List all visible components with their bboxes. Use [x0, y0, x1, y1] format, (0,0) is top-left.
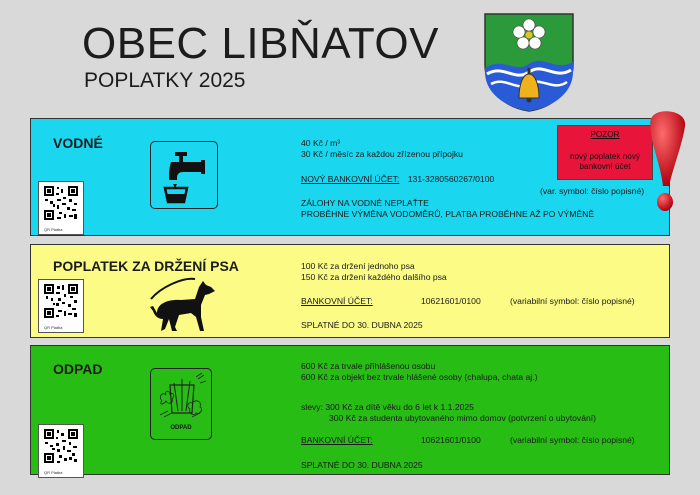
water-account-row — [301, 174, 494, 185]
waste-fee-panel — [30, 345, 670, 475]
coat-of-arms-icon — [483, 12, 575, 112]
water-account-number: 131-3280560267/0100 — [407, 174, 495, 184]
water-tap-icon — [153, 144, 217, 208]
dog-variable-symbol: (variabilní symbol: číslo popisné) — [510, 296, 635, 306]
waste-account-number: 10621601/0100 — [421, 435, 481, 445]
waste-account-label: BANKOVNÍ ÚČET: — [301, 435, 373, 445]
waste-title: ODPAD — [53, 361, 103, 377]
waste-account-row — [301, 435, 635, 446]
dog-prices — [301, 261, 447, 283]
dog-fee-panel — [30, 244, 670, 338]
dog-title: POPLATEK ZA DRŽENÍ PSA — [53, 258, 239, 274]
water-account-label: NOVÝ BANKOVNÍ ÚČET: — [301, 174, 400, 184]
qr-label: QR Platba — [44, 325, 63, 330]
dog-price-1: 100 Kč za držení jednoho psa — [301, 261, 415, 271]
water-qr-code[interactable] — [38, 181, 84, 235]
water-price-1: 40 Kč / m³ — [301, 138, 341, 148]
alert-text: nový poplatek nový bankovní účet — [569, 152, 641, 171]
water-note-2: PROBĚHNE VÝMĚNA VODOMĚRŮ, PLATBA PROBĚHNE AŽ PO VÝMĚNĚ — [301, 209, 595, 219]
waste-discount-1: slevy: 300 Kč za dítě věku do 6 let k 1.1.2025 — [301, 402, 474, 412]
dog-price-2: 150 Kč za držení každého dalšího psa — [301, 272, 447, 282]
dog-on-leash-icon — [149, 273, 217, 335]
waste-deadline: SPLATNÉ DO 30. DUBNA 2025 — [301, 460, 423, 470]
waste-variable-symbol: (variabilní symbol: číslo popisné) — [510, 435, 635, 445]
exclamation-icon — [647, 110, 689, 215]
waste-prices — [301, 361, 537, 383]
waste-discount-2: 300 Kč za studenta ubytovaného mimo domov (potvrzení o ubytování) — [329, 413, 597, 423]
water-prices — [301, 138, 463, 160]
water-icon-box — [150, 141, 218, 209]
dog-account-number: 10621601/0100 — [421, 296, 481, 306]
water-title: VODNÉ — [53, 135, 103, 151]
qr-code-icon — [43, 185, 79, 221]
waste-qr-code[interactable] — [38, 424, 84, 478]
alert-heading: POZOR — [590, 130, 620, 139]
dog-account-row — [301, 296, 635, 307]
waste-icon-label: ODPAD — [170, 425, 192, 431]
dog-account-label: BANKOVNÍ ÚČET: — [301, 296, 373, 306]
dog-deadline: SPLATNÉ DO 30. DUBNA 2025 — [301, 320, 423, 330]
water-price-2: 30 Kč / měsíc za každou zřízenou přípojku — [301, 149, 463, 159]
water-variable-symbol: (var. symbol: číslo popisné) — [540, 186, 645, 196]
waste-icon-box — [150, 368, 212, 440]
page-title: OBEC LIBŇATOV — [82, 19, 439, 68]
waste-price-1: 600 Kč za trvale přihlášenou osobu — [301, 361, 436, 371]
alert-box — [557, 125, 653, 180]
waste-bin-icon — [152, 371, 210, 423]
waste-discounts — [301, 402, 596, 424]
qr-label: QR Platba — [44, 470, 63, 475]
water-notes — [301, 198, 594, 220]
qr-label: QR Platba — [44, 227, 63, 232]
qr-code-icon — [43, 428, 79, 464]
dog-qr-code[interactable] — [38, 279, 84, 333]
page-subtitle: POPLATKY 2025 — [84, 69, 246, 92]
qr-code-icon — [43, 283, 79, 319]
water-note-1: ZÁLOHY NA VODNÉ NEPLAŤTE — [301, 198, 429, 208]
waste-price-2: 600 Kč za objekt bez trvale hlášené osoby (chalupa, chata aj.) — [301, 372, 538, 382]
